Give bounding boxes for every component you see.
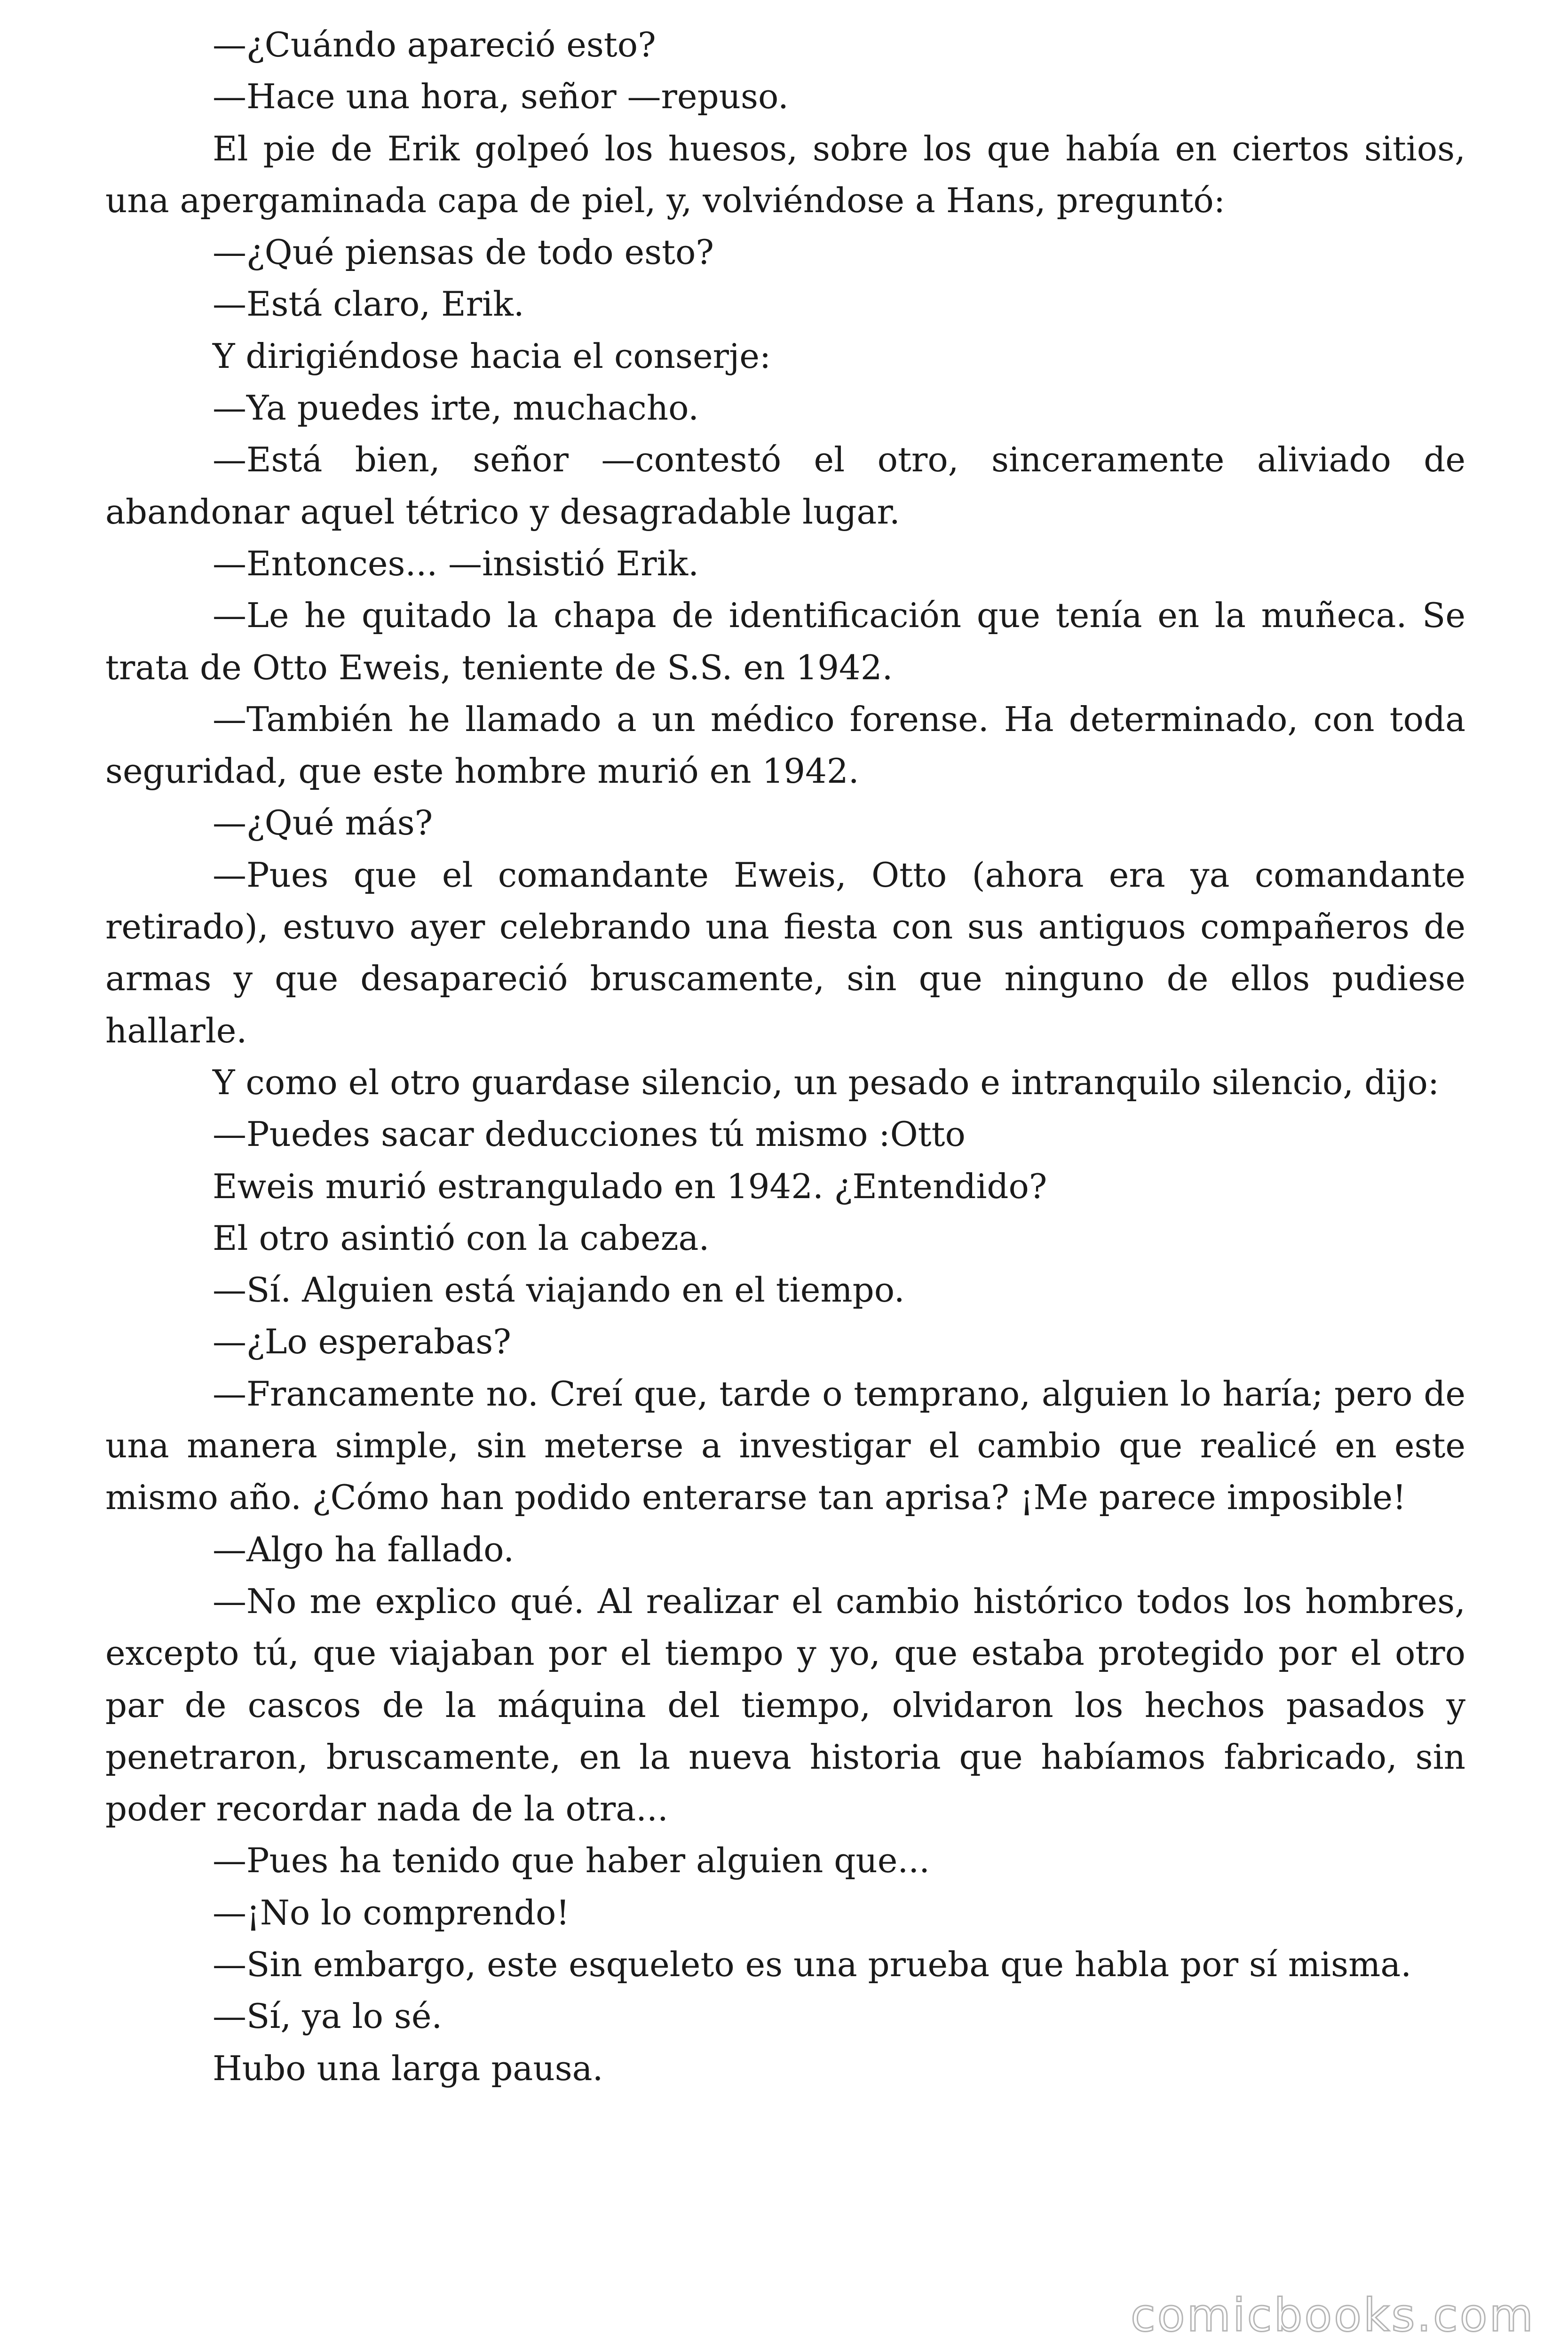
paragraph: —¿Qué piensas de todo esto?: [213, 232, 714, 272]
paragraph: Y como el otro guardase silencio, un pesado e intranquilo silencio, dijo:: [213, 1062, 1440, 1102]
paragraph: —También he llamado a un médico forense. Ha determinado, con toda seguridad, que este hombre murió en 1942.: [105, 699, 1465, 791]
paragraph: —Ya puedes irte, muchacho.: [213, 388, 699, 428]
paragraph: El otro asintió con la cabeza.: [213, 1218, 710, 1258]
paragraph: Y dirigiéndose hacia el conserje:: [213, 336, 771, 376]
paragraph: —Hace una hora, señor —repuso.: [213, 77, 789, 117]
paragraph: Eweis murió estrangulado en 1942. ¿Entendido?: [213, 1166, 1047, 1206]
paragraph: —Está bien, señor —contestó el otro, sinceramente aliviado de abandonar aquel tétrico y desagradable lugar.: [105, 440, 1465, 532]
paragraph: —Está claro, Erik.: [213, 284, 524, 324]
paragraph: —¿Qué más?: [213, 803, 433, 843]
page-text: [105, 19, 1465, 2094]
paragraph: El pie de Erik golpeó los huesos, sobre los que había en ciertos sitios, una apergaminada capa de piel, y, volviéndose a Hans, preguntó:: [105, 128, 1465, 220]
paragraph: —Entonces... —insistió Erik.: [213, 543, 699, 583]
paragraph: —Francamente no. Creí que, tarde o temprano, alguien lo haría; pero de una manera simple, sin meterse a investigar el cambio que realicé en este mismo año. ¿Cómo han podido enterarse tan aprisa? ¡Me parece imposible!: [105, 1374, 1465, 1518]
paragraph: —¡No lo comprendo!: [213, 1892, 570, 1932]
paragraph: —Pues ha tenido que haber alguien que...: [213, 1841, 930, 1881]
paragraph: —¿Lo esperabas?: [213, 1322, 511, 1362]
paragraph: —Algo ha fallado.: [213, 1529, 515, 1569]
paragraph: —Le he quitado la chapa de identificación que tenía en la muñeca. Se trata de Otto Eweis, teniente de S.S. en 1942.: [105, 596, 1465, 687]
paragraph: —Sin embargo, este esqueleto es una prueba que habla por sí misma.: [213, 1944, 1412, 1984]
paragraph: —No me explico qué. Al realizar el cambio histórico todos los hombres, excepto tú, que viajaban por el tiempo y yo, que estaba protegido por el otro par de cascos de la máquina del tiempo, olvidaron los hechos pasados y penetraron, bruscamente, en la nueva historia que habíamos fabricado, sin poder recordar nada de la otra...: [105, 1581, 1465, 1829]
paragraph: —Sí, ya lo sé.: [213, 1996, 443, 2036]
paragraph: —Sí. Alguien está viajando en el tiempo.: [213, 1270, 905, 1310]
watermark: comicbooks.com: [1130, 2289, 1535, 2342]
paragraph: —¿Cuándo apareció esto?: [213, 25, 656, 64]
paragraph: Hubo una larga pausa.: [213, 2048, 603, 2088]
paragraph: —Puedes sacar deducciones tú mismo :Otto: [213, 1114, 966, 1154]
paragraph: —Pues que el comandante Eweis, Otto (ahora era ya comandante retirado), estuvo ayer celebrando una fiesta con sus antiguos compañeros de armas y que desapareció bruscamente, sin que ninguno de ellos pudiese hallarle.: [105, 855, 1465, 1050]
